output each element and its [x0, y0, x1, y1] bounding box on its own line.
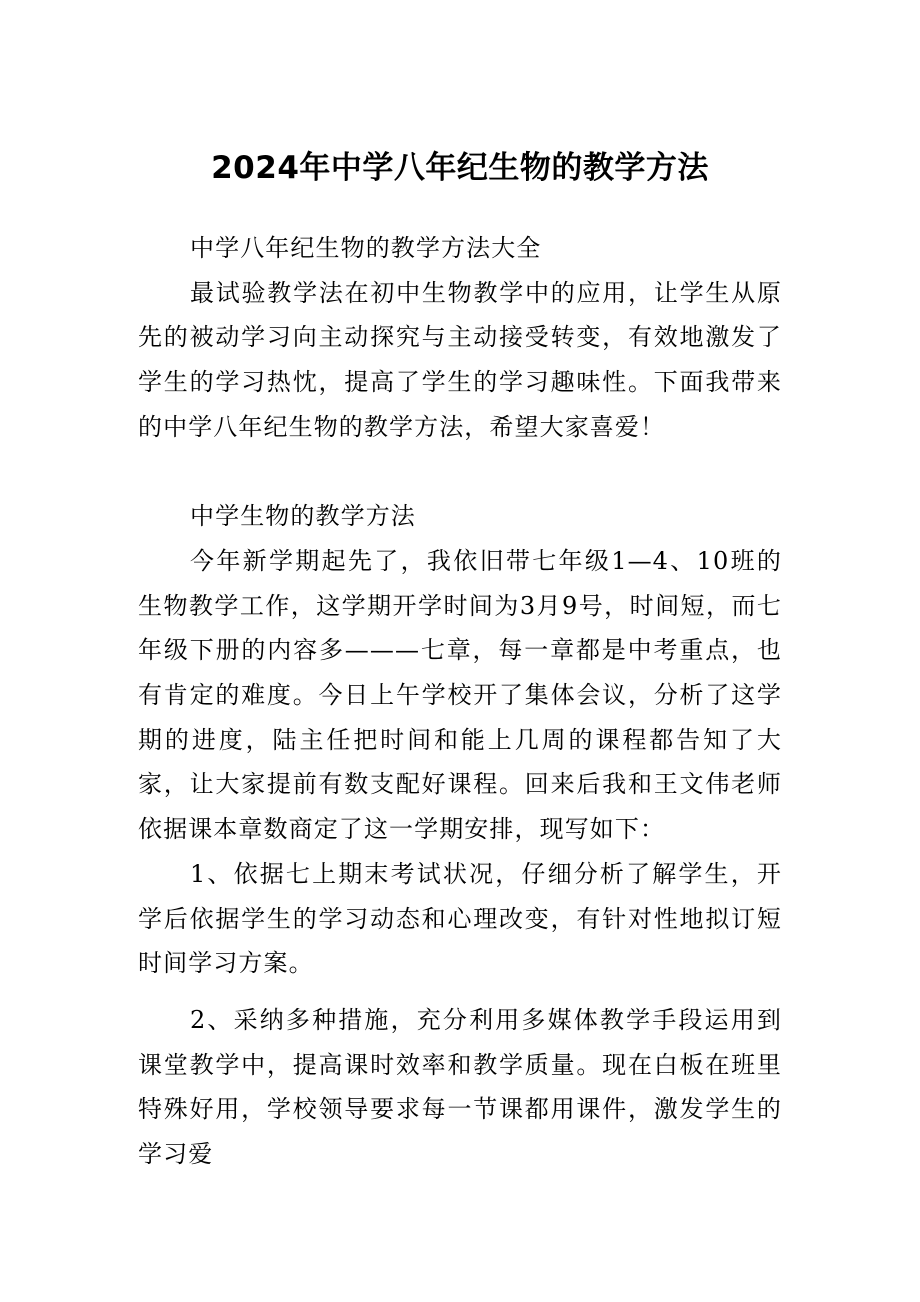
document-title: 2024年中学八年纪生物的教学方法	[211, 150, 709, 186]
blank-line	[138, 450, 782, 495]
paragraph-semester-plan: 今年新学期起先了，我依旧带七年级1—4、10班的生物教学工作，这学期开学时间为3月9号，时间短，而七年级下册的内容多———七章，每一章都是中考重点，也有肯定的难度。今日上午学校开了集体会议，分析了这学期的进度，陆主任把时间和能上几周的课程都告知了大家，让大家提前有数支配好课程。回来后我和王文伟老师依据课本章数商定了这一学期安排，现写如下：	[138, 546, 782, 844]
paragraph-intro: 最试验教学法在初中生物教学中的应用，让学生从原先的被动学习向主动探究与主动接受转变，有效地激发了学生的学习热忱，提高了学生的学习趣味性。下面我带来的中学八年纪生物的教学方法，希望大家喜爱！	[138, 278, 782, 441]
paragraph-item-1: 1、依据七上期末考试状况，仔细分析了解学生，开学后依据学生的学习动态和心理改变，有针对性地拟订短时间学习方案。	[138, 859, 782, 978]
document-body	[138, 226, 782, 1177]
paragraph-section-heading: 中学生物的教学方法	[190, 502, 416, 531]
paragraph-subtitle: 中学八年纪生物的教学方法大全	[190, 234, 542, 262]
paragraph-spacing	[138, 986, 782, 998]
paragraph-item-2: 2、采纳多种措施，充分利用多媒体教学手段运用到课堂教学中，提高课时效率和教学质量。现在白板在班里特殊好用，学校领导要求每一节课都用课件，激发学生的学习爱	[138, 1005, 782, 1169]
